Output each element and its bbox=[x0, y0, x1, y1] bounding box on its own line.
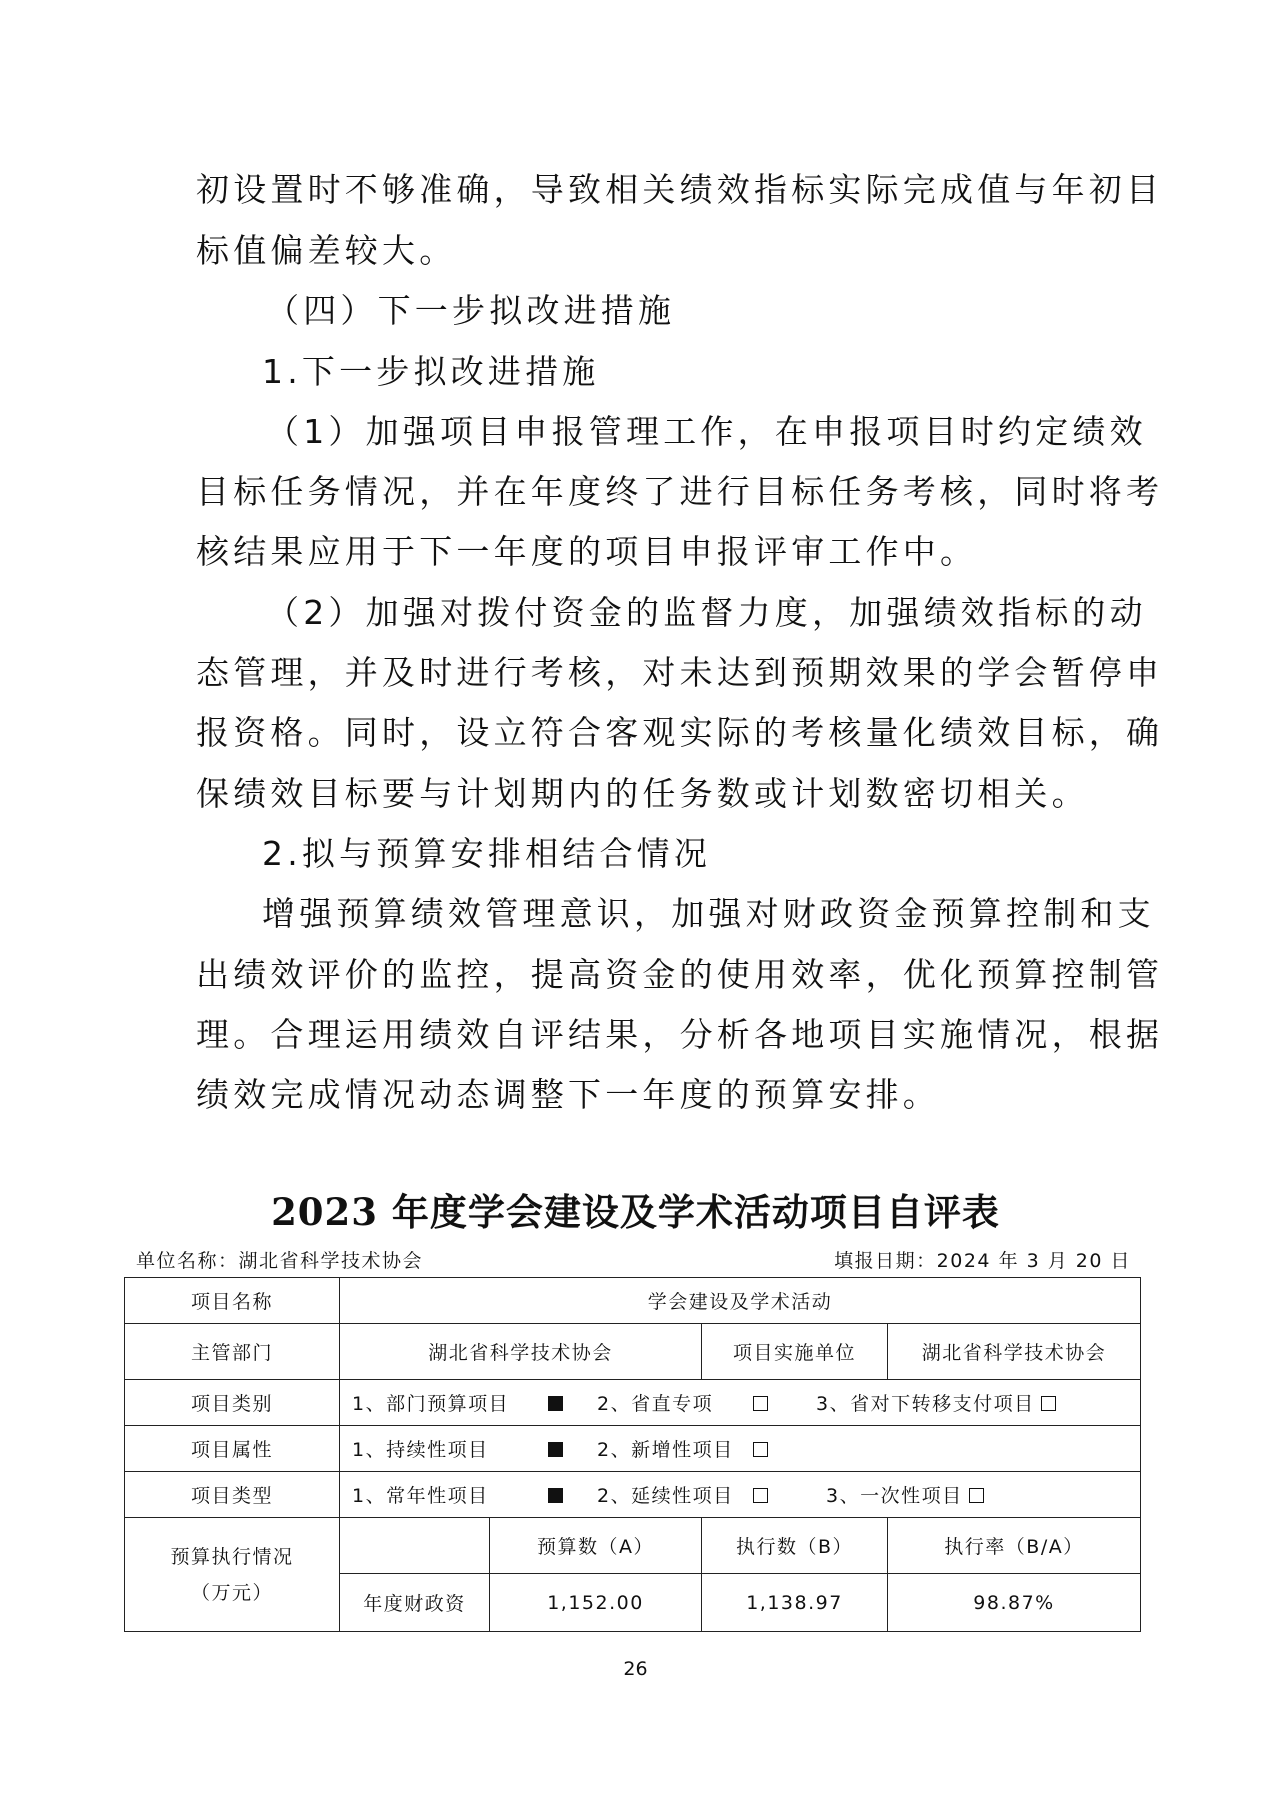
exec-value: 1,138.97 bbox=[702, 1574, 888, 1632]
checked-box-icon bbox=[548, 1396, 563, 1411]
paragraph-line: （1）加强项目申报管理工作，在申报项目时约定绩效 bbox=[266, 412, 1147, 451]
unchecked-box-icon bbox=[753, 1488, 768, 1503]
department-label: 主管部门 bbox=[125, 1324, 340, 1380]
category-options bbox=[340, 1380, 1141, 1426]
table-row bbox=[125, 1426, 1141, 1472]
paragraph-line: 标值偏差较大。 bbox=[196, 231, 457, 270]
table-row bbox=[125, 1472, 1141, 1518]
category-option-1: 1、部门预算项目 bbox=[352, 1393, 510, 1415]
table-title: 2023 年度学会建设及学术活动项目自评表 bbox=[271, 1190, 1000, 1234]
attribute-option-1: 1、持续性项目 bbox=[352, 1439, 489, 1461]
budget-value: 1,152.00 bbox=[490, 1574, 702, 1632]
paragraph-line: 绩效完成情况动态调整下一年度的预算安排。 bbox=[196, 1075, 940, 1114]
col-budget-header: 预算数（A） bbox=[490, 1518, 702, 1574]
fill-date-label: 填报日期：2024 年 3 月 20 日 bbox=[834, 1250, 1131, 1272]
table-row bbox=[125, 1380, 1141, 1426]
unit-name-label: 单位名称：湖北省科学技术协会 bbox=[136, 1250, 424, 1272]
paragraph-line: 出绩效评价的监控，提高资金的使用效率，优化预算控制管 bbox=[196, 955, 1164, 994]
paragraph-line: 理。合理运用绩效自评结果，分析各地项目实施情况，根据 bbox=[196, 1015, 1164, 1054]
attribute-option-2: 2、新增性项目 bbox=[597, 1439, 734, 1461]
paragraph-line: 态管理，并及时进行考核，对未达到预期效果的学会暂停申 bbox=[196, 653, 1164, 692]
section-heading: （四）下一步拟改进措施 bbox=[266, 291, 676, 330]
paragraph-line: 核结果应用于下一年度的项目申报评审工作中。 bbox=[196, 532, 978, 571]
impl-unit-value: 湖北省科学技术协会 bbox=[888, 1324, 1141, 1380]
attribute-options bbox=[340, 1426, 1141, 1472]
project-name-value: 学会建设及学术活动 bbox=[340, 1278, 1141, 1324]
category-option-3: 3、省对下转移支付项目 bbox=[816, 1393, 1035, 1415]
type-label: 项目类型 bbox=[125, 1472, 340, 1518]
table-row bbox=[125, 1278, 1141, 1324]
type-options bbox=[340, 1472, 1141, 1518]
paragraph-line: （2）加强对拨付资金的监督力度，加强绩效指标的动 bbox=[266, 593, 1147, 632]
paragraph-line: 目标任务情况，并在年度终了进行目标任务考核，同时将考 bbox=[196, 472, 1164, 511]
unchecked-box-icon bbox=[1041, 1396, 1056, 1411]
table-row bbox=[125, 1324, 1141, 1380]
col-rate-header: 执行率（B/A） bbox=[888, 1518, 1141, 1574]
budget-exec-label-line-2: （万元） bbox=[190, 1581, 273, 1604]
checked-box-icon bbox=[548, 1442, 563, 1457]
paragraph-line: 保绩效目标要与计划期内的任务数或计划数密切相关。 bbox=[196, 774, 1089, 813]
table-row bbox=[125, 1518, 1141, 1574]
fiscal-funds-label: 年度财政资 bbox=[340, 1574, 490, 1632]
checked-box-icon bbox=[548, 1488, 563, 1503]
department-value: 湖北省科学技术协会 bbox=[340, 1324, 702, 1380]
unchecked-box-icon bbox=[753, 1442, 768, 1457]
self-evaluation-table bbox=[124, 1277, 1141, 1632]
type-option-2: 2、延续性项目 bbox=[597, 1485, 734, 1507]
paragraph-line: 初设置时不够准确，导致相关绩效指标实际完成值与年初目 bbox=[196, 170, 1164, 209]
paragraph-line: 增强预算绩效管理意识，加强对财政资金预算控制和支 bbox=[262, 894, 1155, 933]
budget-exec-label-line-1: 预算执行情况 bbox=[170, 1545, 294, 1568]
project-name-label: 项目名称 bbox=[125, 1278, 340, 1324]
empty-cell bbox=[340, 1518, 490, 1574]
subsection-heading: 2.拟与预算安排相结合情况 bbox=[262, 834, 712, 873]
type-option-1: 1、常年性项目 bbox=[352, 1485, 489, 1507]
category-option-2: 2、省直专项 bbox=[597, 1393, 714, 1415]
budget-exec-label bbox=[125, 1518, 340, 1632]
impl-unit-label: 项目实施单位 bbox=[702, 1324, 888, 1380]
subsection-heading: 1.下一步拟改进措施 bbox=[262, 352, 600, 391]
attribute-label: 项目属性 bbox=[125, 1426, 340, 1472]
page-number: 26 bbox=[623, 1658, 648, 1680]
unchecked-box-icon bbox=[969, 1488, 984, 1503]
unchecked-box-icon bbox=[753, 1396, 768, 1411]
category-label: 项目类别 bbox=[125, 1380, 340, 1426]
rate-value: 98.87% bbox=[888, 1574, 1141, 1632]
paragraph-line: 报资格。同时，设立符合客观实际的考核量化绩效目标，确 bbox=[196, 713, 1164, 752]
col-exec-header: 执行数（B） bbox=[702, 1518, 888, 1574]
type-option-3: 3、一次性项目 bbox=[826, 1485, 963, 1507]
